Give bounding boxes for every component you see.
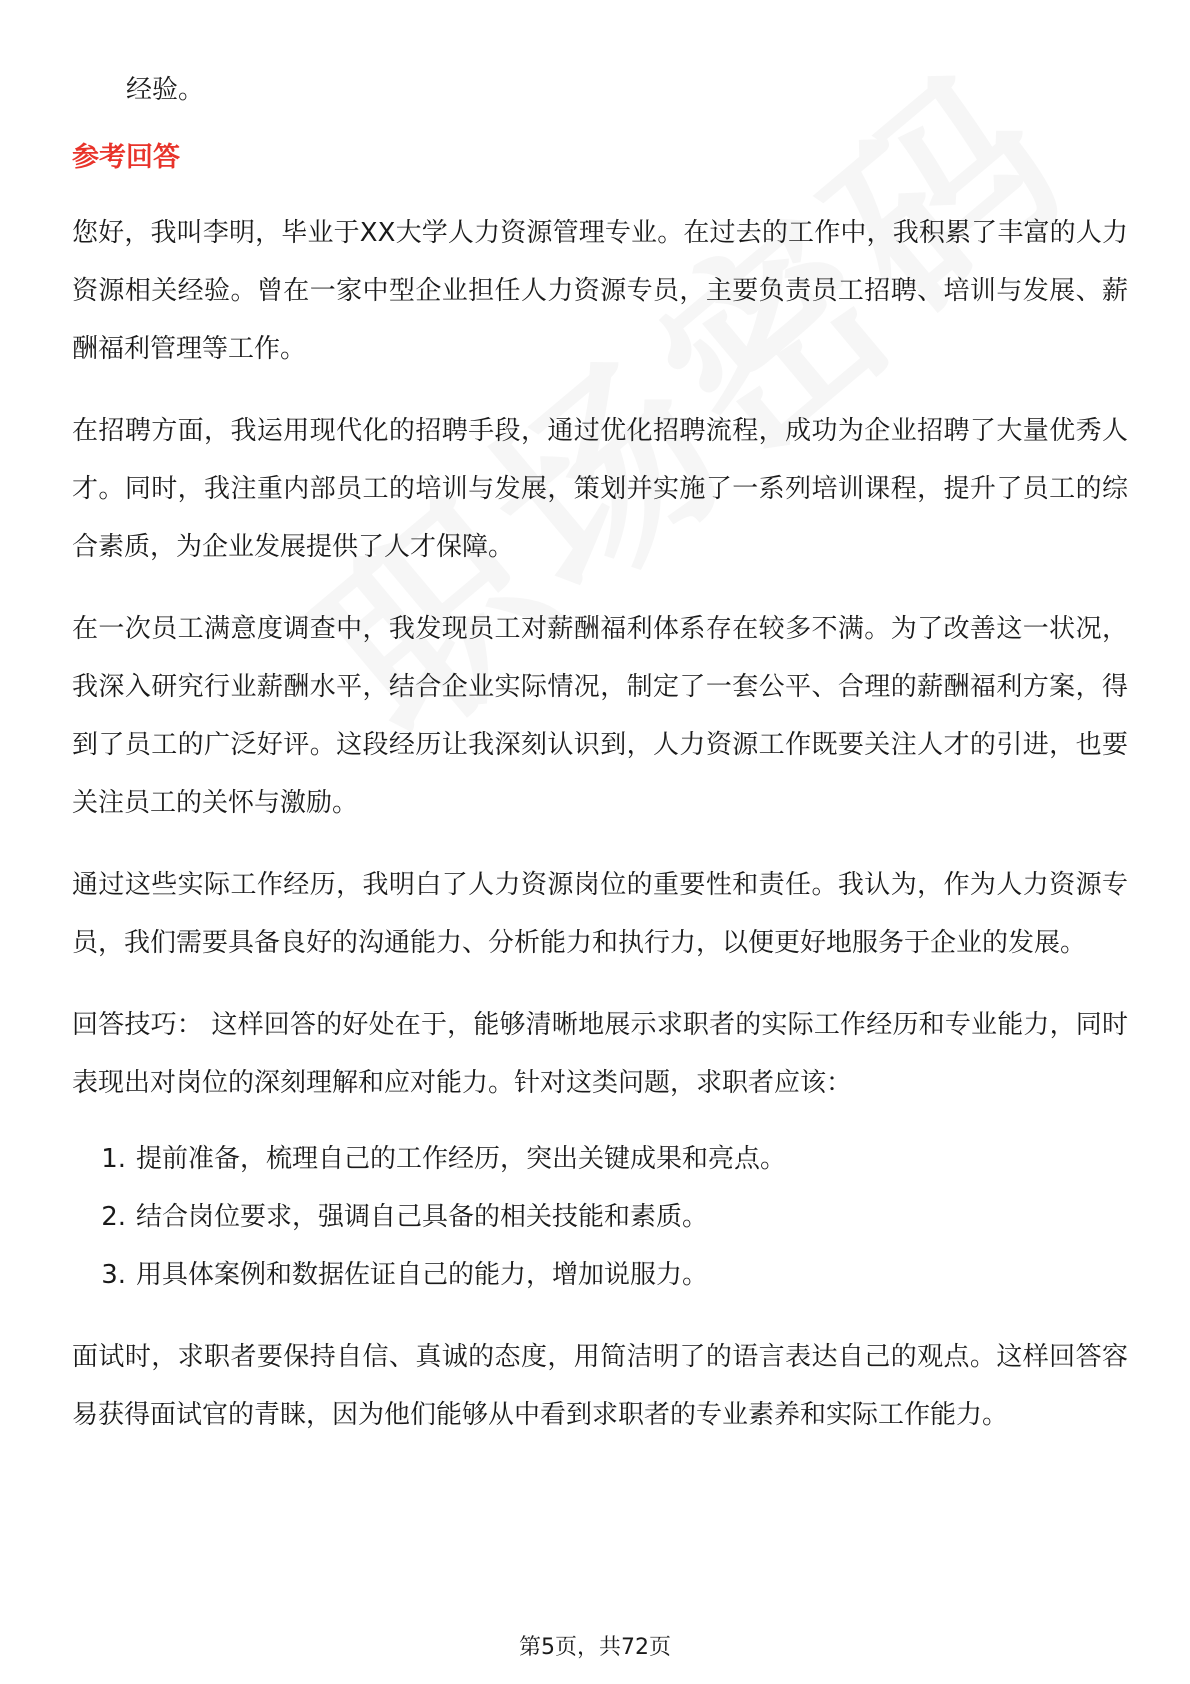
list-item-number: 1. xyxy=(101,1144,126,1174)
list-item-number: 2. xyxy=(101,1202,126,1232)
paragraph-summary: 通过这些实际工作经历，我明白了人力资源岗位的重要性和责任。我认为，作为人力资源专员，我们需要具备良好的沟通能力、分析能力和执行力，以便更好地服务于企业的发展。 xyxy=(72,870,1128,958)
paragraph-closing: 面试时，求职者要保持自信、真诚的态度，用简洁明了的语言表达自己的观点。这样回答容易获得面试官的青睐，因为他们能够从中看到求职者的专业素养和实际工作能力。 xyxy=(72,1342,1128,1430)
list-item-text: 用具体案例和数据佐证自己的能力，增加说服力。 xyxy=(136,1260,709,1290)
paragraph-recruiting: 在招聘方面，我运用现代化的招聘手段，通过优化招聘流程，成功为企业招聘了大量优秀人才。同时，我注重内部员工的培训与发展，策划并实施了一系列培训课程，提升了员工的综合素质，为企业发展提供了人才保障。 xyxy=(72,416,1128,562)
list-item xyxy=(72,1246,1128,1304)
list-item-number: 3. xyxy=(101,1260,126,1290)
section-heading: 参考回答 xyxy=(72,142,180,173)
page-content xyxy=(72,68,1128,1468)
paragraph-intro: 您好，我叫李明，毕业于XX大学人力资源管理专业。在过去的工作中，我积累了丰富的人力资源相关经验。曾在一家中型企业担任人力资源专员，主要负责员工招聘、培训与发展、薪酬福利管理等工作。 xyxy=(72,218,1128,364)
page-footer: 第5页，共72页 xyxy=(519,1635,671,1660)
list-item-text: 提前准备，梳理自己的工作经历，突出关键成果和亮点。 xyxy=(136,1144,787,1174)
paragraph-compensation: 在一次员工满意度调查中，我发现员工对薪酬福利体系存在较多不满。为了改善这一状况，我深入研究行业薪酬水平，结合企业实际情况，制定了一套公平、合理的薪酬福利方案，得到了员工的广泛好评。这段经历让我深刻认识到，人力资源工作既要关注人才的引进，也要关注员工的关怀与激励。 xyxy=(72,614,1128,818)
continued-text: 经验。 xyxy=(126,75,205,105)
list-item-text: 结合岗位要求，强调自己具备的相关技能和素质。 xyxy=(136,1202,709,1232)
paragraph-answer-tips: 回答技巧： 这样回答的好处在于，能够清晰地展示求职者的实际工作经历和专业能力，同时表现出对岗位的深刻理解和应对能力。针对这类问题，求职者应该： xyxy=(72,1010,1128,1098)
tips-list xyxy=(72,1130,1128,1304)
list-item xyxy=(72,1130,1128,1188)
list-item xyxy=(72,1188,1128,1246)
